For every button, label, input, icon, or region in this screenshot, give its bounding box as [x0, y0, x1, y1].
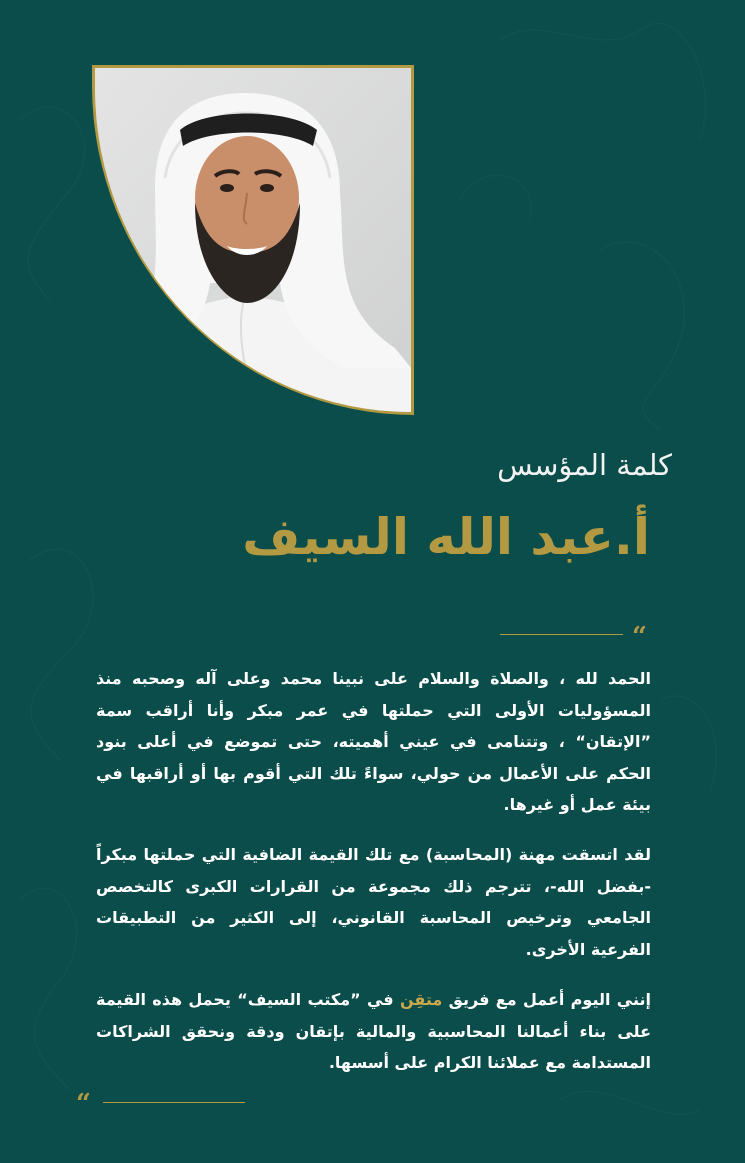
paragraph-1: الحمد لله ، والصلاة والسلام على نبينا محمد وعلى آله وصحبه منذ المسؤوليات الأولى التي حملتها في عمر مبكر وأنا أراقب سمة ”الإتقان“ ، وتتنامى في عيني أهميته، حتى تموضع في أعلى بنود الحكم على الأعمال من حولي، سواءً تلك التي أقوم بها أو أراقبها في بيئة عمل أو غيرها. [96, 669, 651, 814]
quote-divider-bottom [76, 1089, 246, 1119]
highlight-word: متقِن [399, 990, 443, 1009]
founder-photo [95, 68, 411, 412]
quote-close-icon: “ [76, 1089, 91, 1119]
divider-line [103, 1102, 245, 1103]
founder-photo-frame [92, 65, 414, 415]
paragraph-2: لقد اتسقت مهنة (المحاسبة) مع تلك القيمة الضافية التي حملتها مبكراً -بفضل الله-، تترجم ذلك مجموعة من القرارات الكبرى كالتخصص الجامعي وترخيص المحاسبة القانوني، إلى الكثير من التطبيقات الفرعية الأخرى. [96, 845, 651, 959]
paragraph-3-end: في ”مكتب السيف“ يحمل هذه القيمة على بناء أعمالنا المحاسبية والمالية بإتقان ودقة ونحقق الشراكات المستدامة مع عملائنا الكرام على أسسها. [96, 990, 651, 1072]
paragraph-3-start: إنني اليوم أعمل مع فريق [442, 990, 651, 1009]
section-label: كلمة المؤسس [497, 448, 672, 482]
paragraph-3 [96, 984, 651, 1079]
quote-open-icon: “ [632, 622, 647, 652]
divider-line [500, 634, 623, 635]
founder-name: أ.عبد الله السيف [242, 508, 650, 566]
quote-divider-top [500, 622, 652, 652]
